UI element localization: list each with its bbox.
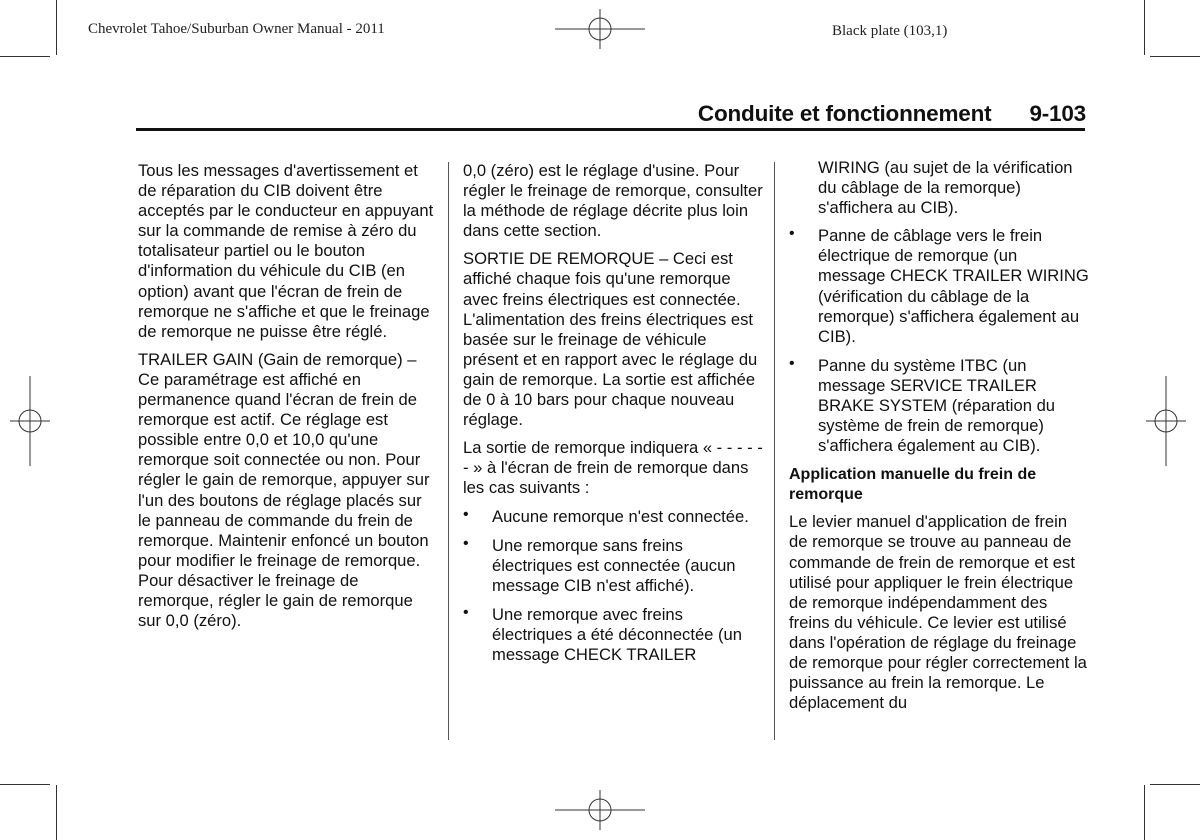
column-2 <box>463 161 763 674</box>
crop-mark <box>1150 56 1200 57</box>
paragraph: SORTIE DE REMORQUE – Ceci est affiché chaque fois qu'une remorque avec freins électriques est connectée. L'alimentation des freins électriques est basée sur le freinage de véhicule présent et en rapport avec le réglage du gain de remorque. La sortie est affichée de 0 à 10 bars pour chaque nouveau réglage. <box>463 249 758 430</box>
section-header <box>698 101 1086 127</box>
plate-info-right: Black plate (103,1) <box>832 23 948 39</box>
crop-mark <box>56 785 57 840</box>
crop-mark <box>1144 785 1145 840</box>
list-item-text: Panne de câblage vers le frein électrique de remorque (un message CHECK TRAILER WIRING (vérification du câblage de la remorque) s'affichera également au CIB). <box>818 226 1089 346</box>
subsection-heading: Application manuelle du frein de remorque <box>789 466 1037 504</box>
list-item-text: Aucune remorque n'est connectée. <box>492 506 749 526</box>
crop-mark <box>56 0 57 55</box>
crop-mark <box>0 784 50 785</box>
bullet-list <box>463 507 763 666</box>
paragraph: La sortie de remorque indiquera « - - - - - - » à l'écran de frein de remorque dans les cas suivants : <box>463 438 763 498</box>
section-title: Conduite et fonctionnement <box>697 101 992 126</box>
bullet-icon: • <box>463 603 469 621</box>
column-divider <box>448 162 449 740</box>
list-item-text: Panne du système ITBC (un message SERVICE TRAILER BRAKE SYSTEM (réparation du système de frein de remorque) s'affichera également au CIB). <box>818 355 1056 456</box>
paragraph: TRAILER GAIN (Gain de remorque) – Ce paramétrage est affiché en permanence quand l'écran de frein de remorque est actif. Ce réglage est possible entre 0,0 et 10,0 qu'une remorque soit connectée ou non. Pour régler le gain de remorque, appuyer sur l'un des boutons de réglage placés sur le panneau de commande du frein de remorque. Maintenir enfoncé un bouton pour modifier le freinage de remorque. Pour désactiver le freinage de remorque, régler le gain de remorque sur 0,0 (zéro). <box>138 349 430 631</box>
column-1 <box>138 161 438 639</box>
bullet-icon: • <box>789 354 795 372</box>
column-divider <box>774 162 775 740</box>
paragraph: 0,0 (zéro) est le réglage d'usine. Pour régler le freinage de remorque, consulter la méthode de réglage décrite plus loin dans cette section. <box>463 161 763 241</box>
list-item <box>463 605 763 665</box>
crop-mark <box>0 56 50 57</box>
bullet-icon: • <box>463 505 469 523</box>
paragraph: Tous les messages d'avertissement et de réparation du CIB doivent être acceptés par le conducteur en appuyant sur la commande de remise à zéro du totalisateur partiel ou le bouton d'information du véhicule du CIB (en option) avant que l'écran de frein de remorque ne s'affiche et que le freinage de remorque ne puisse être réglé. <box>138 161 434 341</box>
header-rule <box>136 128 1085 131</box>
list-item <box>789 226 1089 347</box>
list-item <box>789 356 1089 456</box>
list-item <box>463 536 763 596</box>
list-item-continuation: WIRING (au sujet de la vérification du câblage de la remorque) s'affichera au CIB). <box>818 158 1073 218</box>
bullet-list <box>789 226 1089 456</box>
column-3 <box>789 158 1089 721</box>
page-number: 9-103 <box>1029 101 1086 126</box>
crop-mark <box>1150 784 1200 785</box>
crop-mark <box>1144 0 1145 55</box>
paragraph: Le levier manuel d'application de frein de remorque se trouve au panneau de commande de frein de remorque et est utilisé pour appliquer le frein électrique de remorque indépendamment des freins du véhicule. Ce levier est utilisé dans l'opération de réglage du freinage de remorque pour régler correctement la puissance au frein la remorque. Le déplacement du <box>789 512 1087 713</box>
list-item-text: Une remorque avec freins électriques a été déconnectée (un message CHECK TRAILER <box>492 604 743 665</box>
list-item <box>463 507 763 527</box>
plate-info-left: Chevrolet Tahoe/Suburban Owner Manual - 2011 <box>88 21 385 37</box>
bullet-icon: • <box>789 225 795 243</box>
bullet-icon: • <box>463 534 469 552</box>
list-item-text: Une remorque sans freins électriques est connectée (aucun message CIB n'est affiché). <box>492 535 736 595</box>
